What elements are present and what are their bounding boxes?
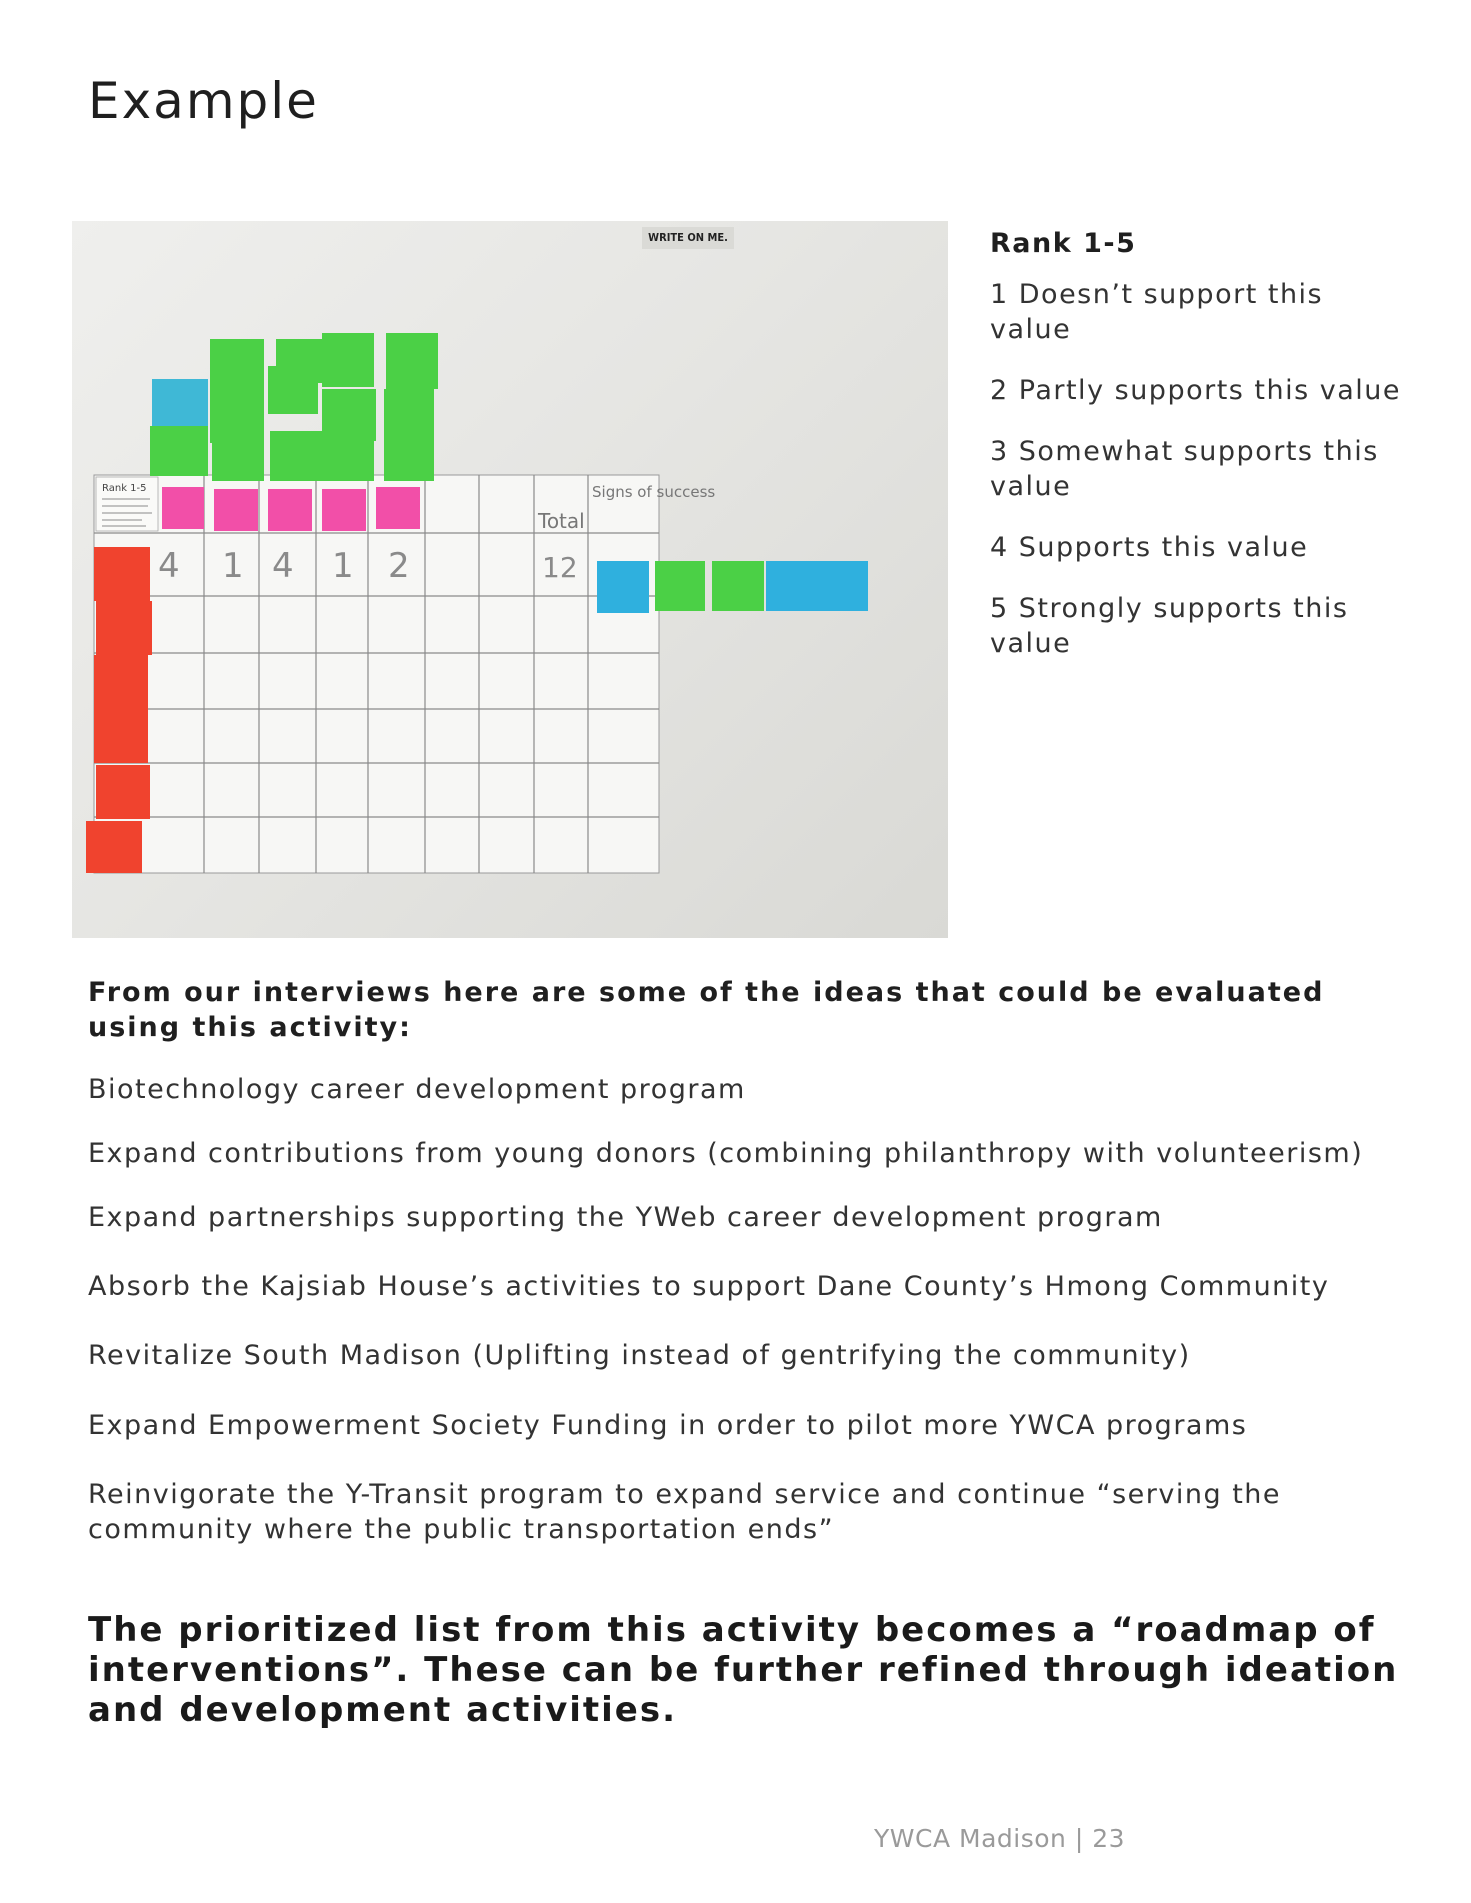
rank-item-5: 5 Strongly supports this value xyxy=(990,593,1349,659)
rank-card-label: Rank 1-5 xyxy=(102,483,147,494)
page-title: Example xyxy=(88,72,319,130)
idea-item: Absorb the Kajsiab House’s activities to support Dane County’s Hmong Community xyxy=(88,1271,1330,1302)
score-3: 4 xyxy=(272,546,294,586)
rank-legend xyxy=(990,228,1410,687)
score-4: 1 xyxy=(332,546,354,586)
conclusion-text: The prioritized list from this activity becomes a “roadmap of interventions”. These can be further refined through ideation and development activities. xyxy=(88,1610,1399,1730)
footer-org: YWCA Madison xyxy=(874,1824,1067,1853)
footer-separator: | xyxy=(1074,1824,1084,1853)
rank-item-4: 4 Supports this value xyxy=(990,532,1309,563)
idea-item: Reinvigorate the Y-Transit program to expand service and continue “serving the community where the public transportation ends” xyxy=(88,1479,1282,1545)
top-stickies xyxy=(150,333,438,481)
rank-heading: Rank 1-5 xyxy=(990,228,1137,259)
score-2: 1 xyxy=(222,546,244,586)
idea-item: Revitalize South Madison (Uplifting instead of gentrifying the community) xyxy=(88,1340,1191,1371)
value-stickies xyxy=(162,487,420,531)
rank-item-2: 2 Partly supports this value xyxy=(990,375,1402,406)
write-on-me-sign: WRITE ON ME. xyxy=(642,227,734,249)
success-stickies xyxy=(597,561,868,613)
page-footer xyxy=(874,1824,1125,1853)
score-total: 12 xyxy=(542,551,578,584)
idea-item: Expand contributions from young donors (combining philanthropy with volunteerism) xyxy=(88,1138,1364,1169)
whiteboard-drawing xyxy=(72,221,948,938)
whiteboard-photo xyxy=(72,221,948,938)
rank-item-1: 1 Doesn’t support this value xyxy=(990,279,1324,345)
board-total-label: Total xyxy=(538,509,585,533)
idea-item: Expand Empowerment Society Funding in order to pilot more YWCA programs xyxy=(88,1410,1248,1441)
idea-item: Biotechnology career development program xyxy=(88,1074,746,1105)
board-signs-label: Signs of success xyxy=(592,483,716,501)
score-5: 2 xyxy=(388,546,410,586)
page-number: 23 xyxy=(1092,1824,1126,1853)
idea-item: Expand partnerships supporting the YWeb career development program xyxy=(88,1202,1163,1233)
score-1: 4 xyxy=(158,546,180,586)
rank-item-3: 3 Somewhat supports this value xyxy=(990,436,1379,502)
ideas-heading: From our interviews here are some of the ideas that could be evaluated using this activity: xyxy=(88,977,1325,1043)
